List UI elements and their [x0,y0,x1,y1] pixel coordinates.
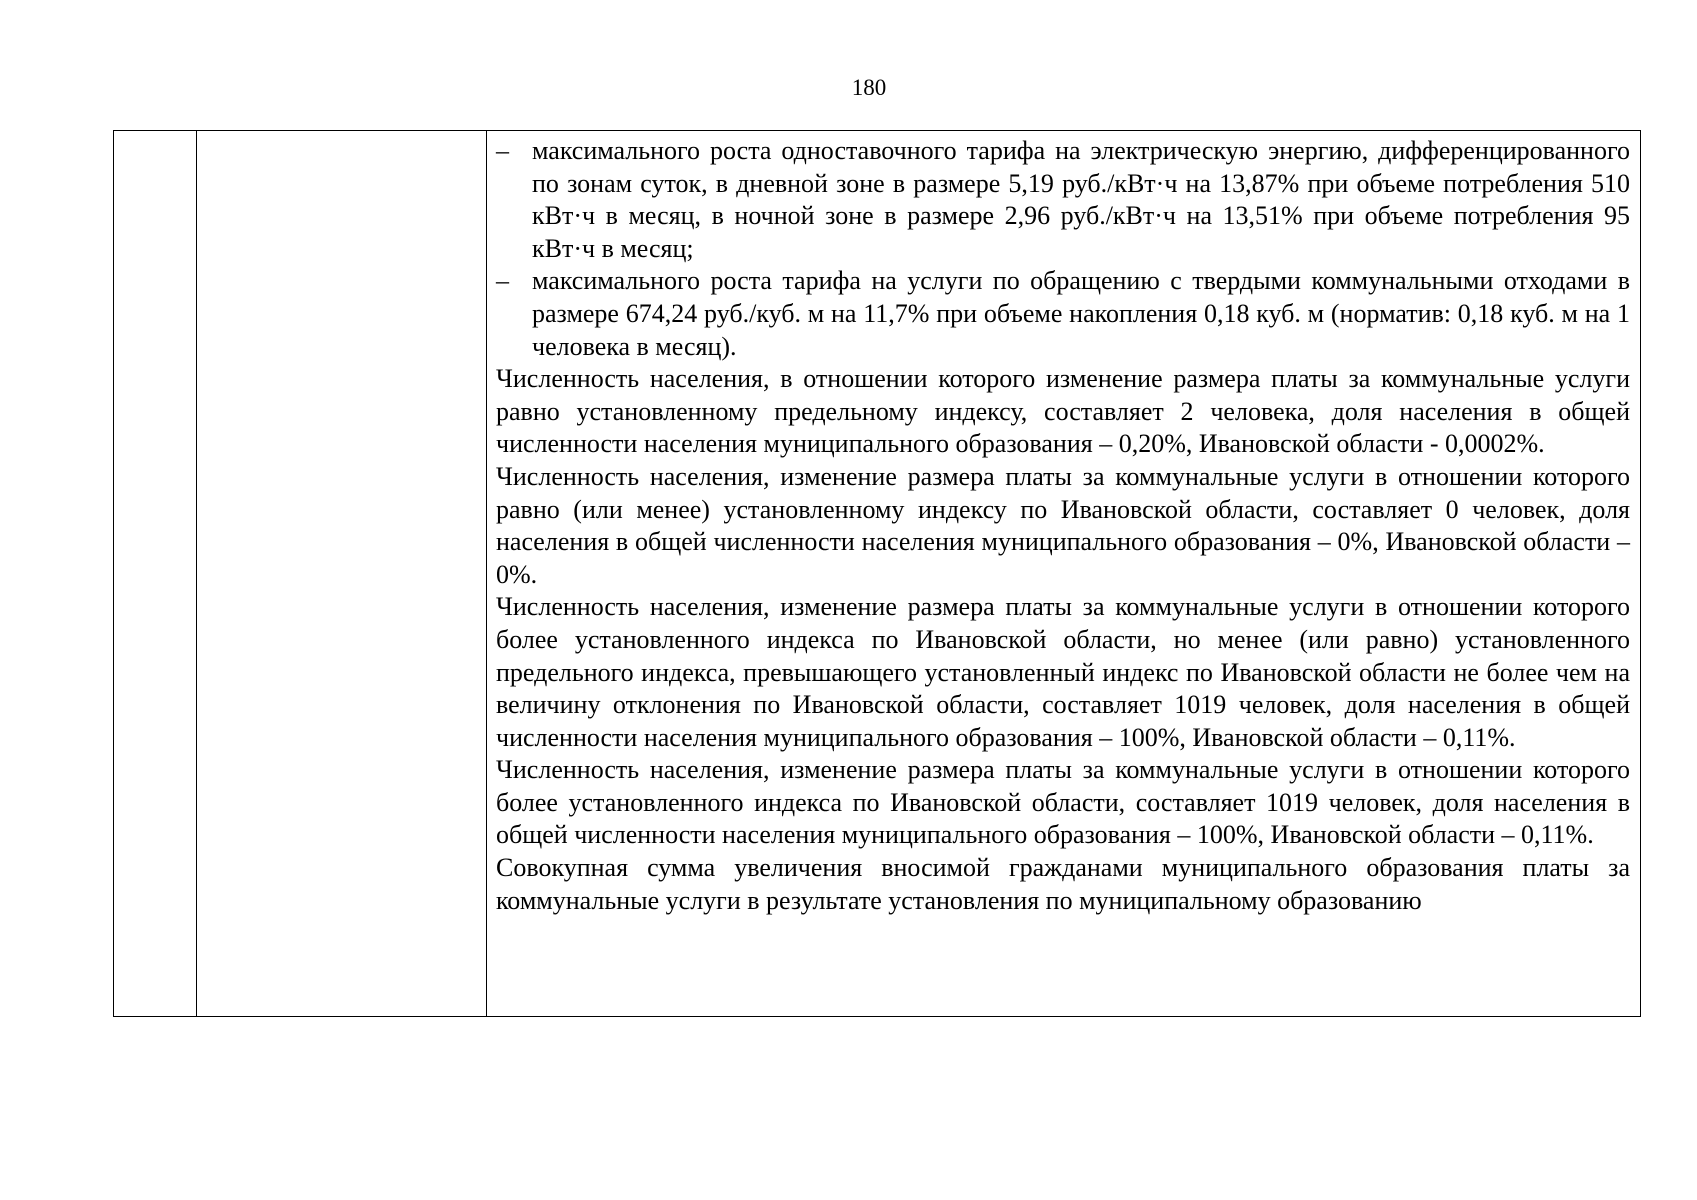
bullet-dash: – [496,136,509,165]
document-table [113,130,1641,1017]
paragraph: Численность населения, изменение размера платы за коммунальные услуги в отношении которого более установленного индекса по Ивановской области, составляет 1019 человек, доля населения в общей численности населения муниципального образования – 100%, Ивановской области – 0,11%. [496,755,1630,850]
paragraph: Численность населения, изменение размера платы за коммунальные услуги в отношении которого равно (или менее) установленному индексу по Ивановской области, составляет 0 человек, доля населения в общей численности населения муниципального образования – 0%, Ивановской области – 0%. [496,461,1630,589]
bullet-item [496,135,1630,265]
table-cell-number [114,131,197,1017]
bullet-item [496,265,1630,363]
table-row [114,131,1641,1017]
table-cell-content [487,131,1641,1017]
paragraph: Совокупная сумма увеличения вносимой гражданами муниципального образования платы за коммунальные услуги в результате установления по муниципальному образованию [496,853,1630,915]
table-cell-name [197,131,487,1017]
bullet-dash: – [496,266,509,296]
cell-text-block [487,131,1640,917]
bullet-text: максимального роста одноставочного тарифа на электрическую энергию, дифференцированного по зонам суток, в дневной зоне в размере 5,19 руб./кВт·ч на 13,87% при объеме потребления 510 кВт·ч в месяц, в ночной зоне в размере 2,96 руб./кВт·ч на 13,51% при объеме потребления 95 кВт·ч в месяц; [532,136,1630,263]
bullet-text: максимального роста тарифа на услуги по обращению с твердыми коммунальными отходами в размере 674,24 руб./куб. м на 11,7% при объеме накопления 0,18 куб. м (норматив: 0,18 куб. м на 1 человека в месяц). [532,266,1630,361]
page-number: 180 [851,75,887,100]
paragraph: Численность населения, в отношении которого изменение размера платы за коммунальные услуги равно установленному предельному индексу, составляет 2 человека, доля населения в общей численности населения муниципального образования – 0,20%, Ивановской области - 0,0002%. [496,364,1630,459]
paragraph: Численность населения, изменение размера платы за коммунальные услуги в отношении которого более установленного индекса по Ивановской области, но менее (или равно) установленного предельного индекса, превышающего установленный индекс по Ивановской области не более чем на величину отклонения по Ивановской области, составляет 1019 человек, доля населения в общей численности населения муниципального образования – 100%, Ивановской области – 0,11%. [496,592,1630,752]
